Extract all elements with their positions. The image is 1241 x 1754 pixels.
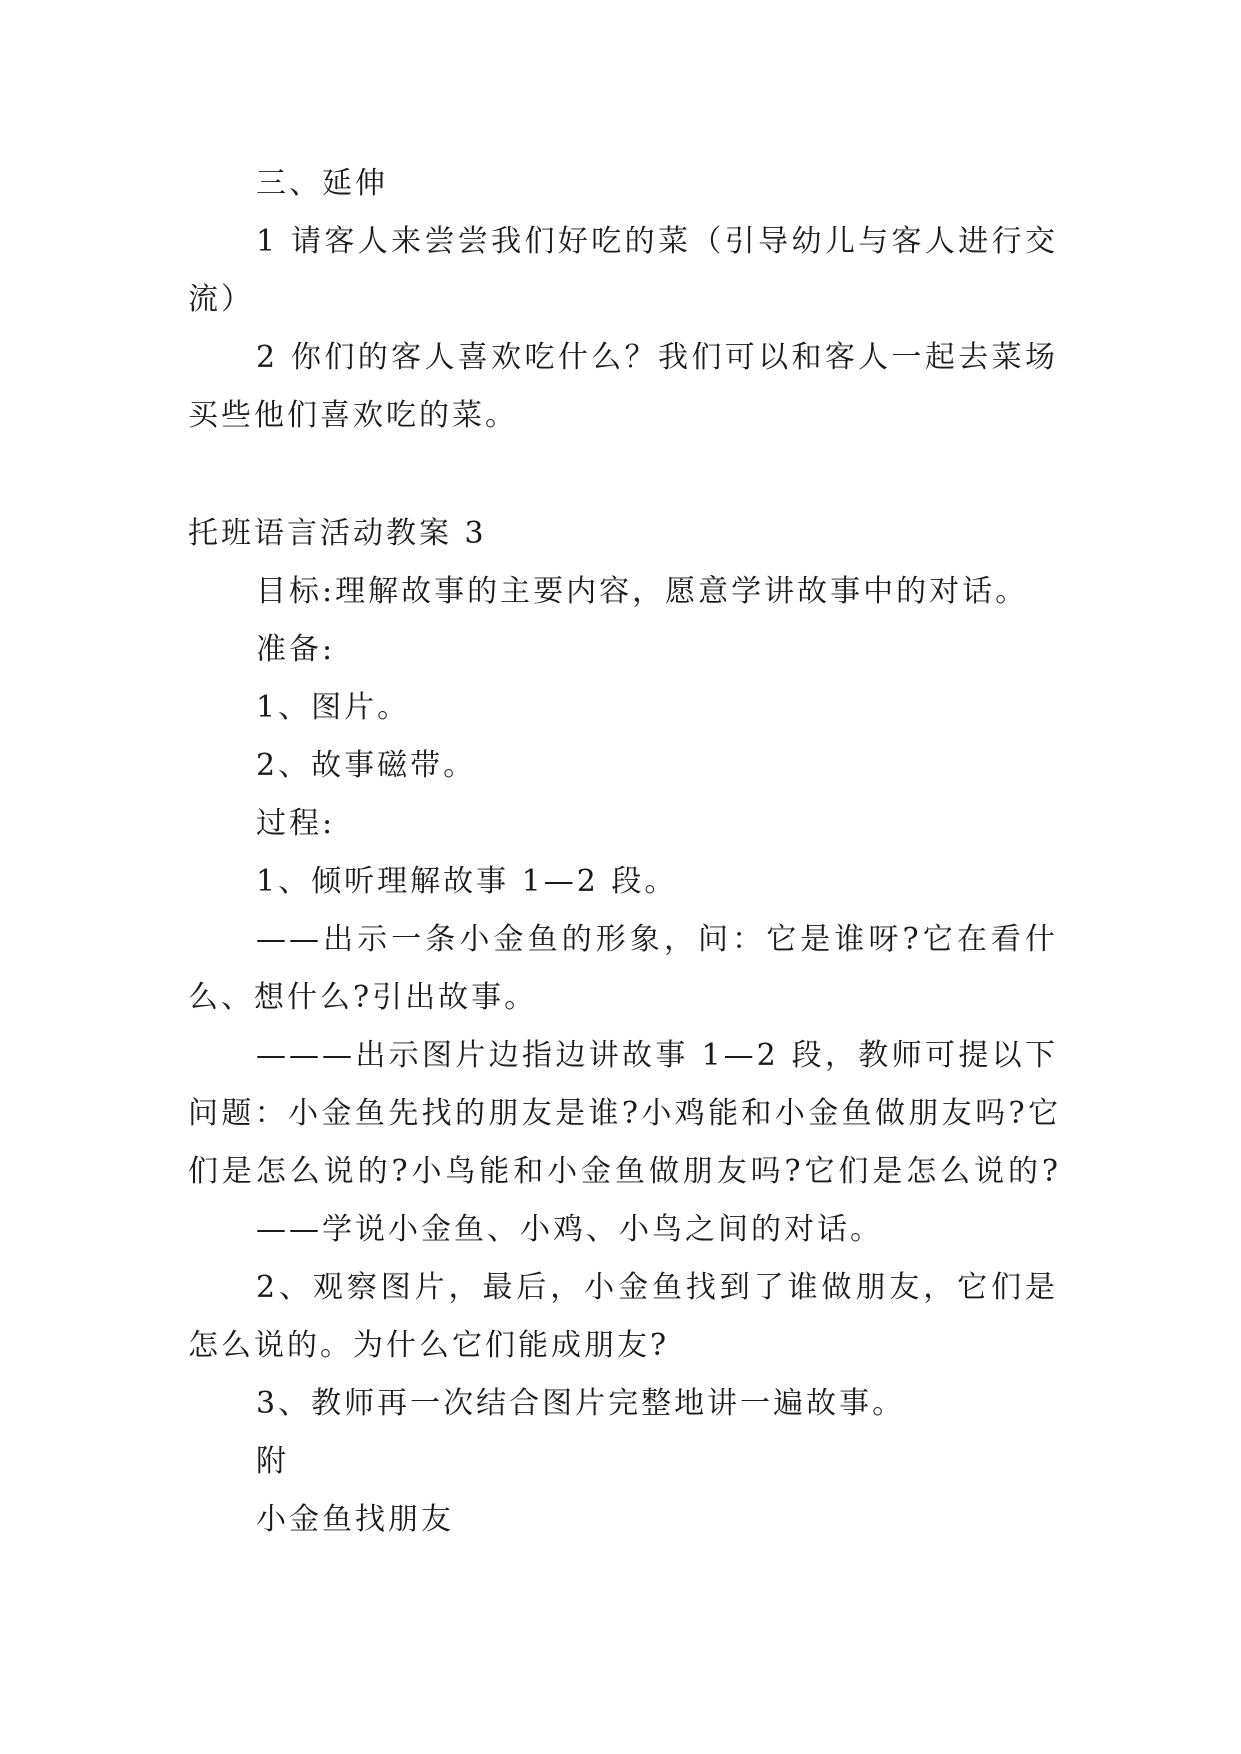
process-step-1a-line-1: ——出示一条小金鱼的形象，问：它是谁呀?它在看什 xyxy=(256,922,1058,957)
process-step-2-line-2: 怎么说的。为什么它们能成朋友? xyxy=(188,1328,670,1363)
extension-item-1-line-1: 1 请客人来尝尝我们好吃的菜（引导幼儿与客人进行交 xyxy=(256,224,1058,259)
process-label: 过程: xyxy=(256,806,336,841)
process-step-1b-line-2: 问题：小金鱼先找的朋友是谁?小鸡能和小金鱼做朋友吗?它 xyxy=(188,1096,1058,1131)
extension-item-2-line-2: 买些他们喜欢吃的菜。 xyxy=(188,398,518,433)
extension-item-2-line-1: 2 你们的客人喜欢吃什么？我们可以和客人一起去菜场 xyxy=(256,340,1058,375)
preparation-item-1: 1、图片。 xyxy=(256,690,411,725)
process-step-1b-line-1: ———出示图片边指边讲故事 1—2 段，教师可提以下 xyxy=(256,1038,1058,1073)
lesson-goal: 目标:理解故事的主要内容，愿意学讲故事中的对话。 xyxy=(256,574,1029,609)
lesson-plan-title: 托班语言活动教案 3 xyxy=(188,516,487,551)
process-step-1b-line-3: 们是怎么说的?小鸟能和小金鱼做朋友吗?它们是怎么说的? xyxy=(188,1154,1058,1189)
appendix-label: 附 xyxy=(256,1444,289,1479)
section-heading-extension: 三、延伸 xyxy=(256,166,388,201)
process-step-1c: ——学说小金鱼、小鸡、小鸟之间的对话。 xyxy=(256,1212,883,1247)
preparation-label: 准备: xyxy=(256,632,336,667)
process-step-1a-line-2: 么、想什么?引出故事。 xyxy=(188,980,538,1015)
process-step-2-line-1: 2、观察图片，最后，小金鱼找到了谁做朋友，它们是 xyxy=(256,1270,1058,1305)
preparation-item-2: 2、故事磁带。 xyxy=(256,748,477,783)
extension-item-1-line-2: 流） xyxy=(188,282,254,317)
story-title: 小金鱼找朋友 xyxy=(256,1502,454,1537)
process-step-1: 1、倾听理解故事 1—2 段。 xyxy=(256,864,678,899)
process-step-3: 3、教师再一次结合图片完整地讲一遍故事。 xyxy=(256,1386,906,1421)
